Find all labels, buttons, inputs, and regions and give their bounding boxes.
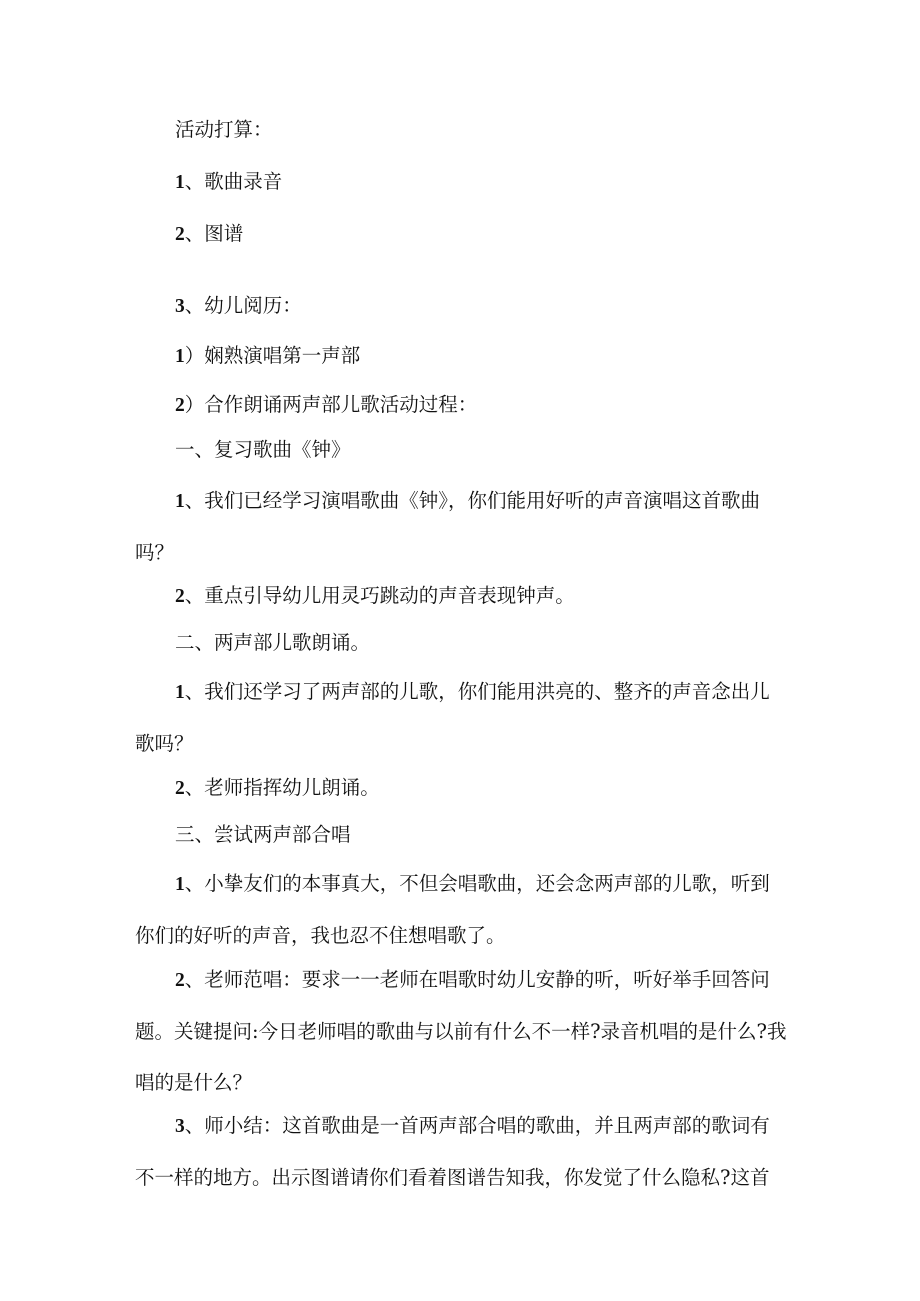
paragraph-number: 1 — [175, 346, 185, 367]
paragraph-number: 1 — [175, 682, 185, 703]
paragraph-number: 2 — [175, 224, 185, 245]
paragraph-text: 、师小结：这首歌曲是一首两声部合唱的歌曲，并且两声部的歌词有不一样的地方。出示图谱请你们看着图谱告知我，你发觉了什么隐私?这首 — [135, 1114, 770, 1189]
paragraph-text: 二、两声部儿歌朗诵。 — [175, 631, 371, 654]
paragraph-text: 、重点引导幼儿用灵巧跳动的声音表现钟声。 — [184, 584, 575, 607]
paragraph-text: ）合作朗诵两声部儿歌活动过程： — [184, 393, 478, 416]
paragraph-text: 、我们还学习了两声部的儿歌，你们能用洪亮的、整齐的声音念出儿歌吗？ — [135, 680, 770, 755]
paragraph-number: 2 — [175, 586, 185, 607]
paragraph-rhyme-2 — [135, 762, 787, 814]
paragraph-text: 、小挚友们的本事真大，不但会唱歌曲，还会念两声部的儿歌，听到你们的好听的声音，我也忍不住想唱歌了。 — [135, 872, 770, 947]
paragraph-text: 活动打算： — [175, 118, 273, 141]
paragraph-number: 1 — [175, 172, 185, 193]
paragraph-text: 、歌曲录音 — [184, 170, 283, 193]
paragraph-number: 3 — [175, 296, 185, 317]
paragraph-number: 2 — [175, 778, 185, 799]
paragraph-rhyme-1 — [135, 666, 787, 769]
paragraph-chorus-2 — [135, 954, 787, 1108]
paragraph-review-2 — [135, 570, 787, 622]
paragraph-number: 2 — [175, 970, 185, 991]
paragraph-item-experience — [135, 280, 787, 332]
section-heading-two-part-rhyme — [135, 617, 787, 669]
paragraph-activity-prep — [135, 104, 787, 156]
paragraph-number: 1 — [175, 874, 185, 895]
paragraph-chorus-1 — [135, 858, 787, 961]
paragraph-item-chart — [135, 208, 787, 260]
paragraph-text: ）娴熟演唱第一声部 — [184, 344, 361, 367]
paragraph-number: 2 — [175, 395, 185, 416]
paragraph-number: 3 — [175, 1116, 185, 1137]
paragraph-item-recording — [135, 156, 787, 208]
paragraph-text: 、幼儿阅历： — [184, 294, 302, 317]
paragraph-subitem-1 — [135, 330, 787, 382]
paragraph-text: 三、尝试两声部合唱 — [175, 823, 351, 846]
paragraph-text: 、老师指挥幼儿朗诵。 — [184, 776, 380, 799]
paragraph-text: 、老师范唱：要求一一老师在唱歌时幼儿安静的听，听好举手回答问题。关键提问:今日老师唱的歌曲与以前有什么不一样?录音机唱的是什么?我唱的是什么？ — [135, 968, 787, 1094]
section-heading-try-chorus — [135, 809, 787, 861]
paragraph-review-1 — [135, 475, 787, 578]
section-heading-review-song — [135, 424, 787, 476]
paragraph-text: 一、复习歌曲《钟》 — [175, 438, 351, 461]
paragraph-chorus-3 — [135, 1100, 787, 1203]
paragraph-number: 1 — [175, 491, 185, 512]
paragraph-text: 、图谱 — [184, 222, 244, 245]
paragraph-text: 、我们已经学习演唱歌曲《钟》，你们能用好听的声音演唱这首歌曲吗？ — [135, 489, 761, 564]
